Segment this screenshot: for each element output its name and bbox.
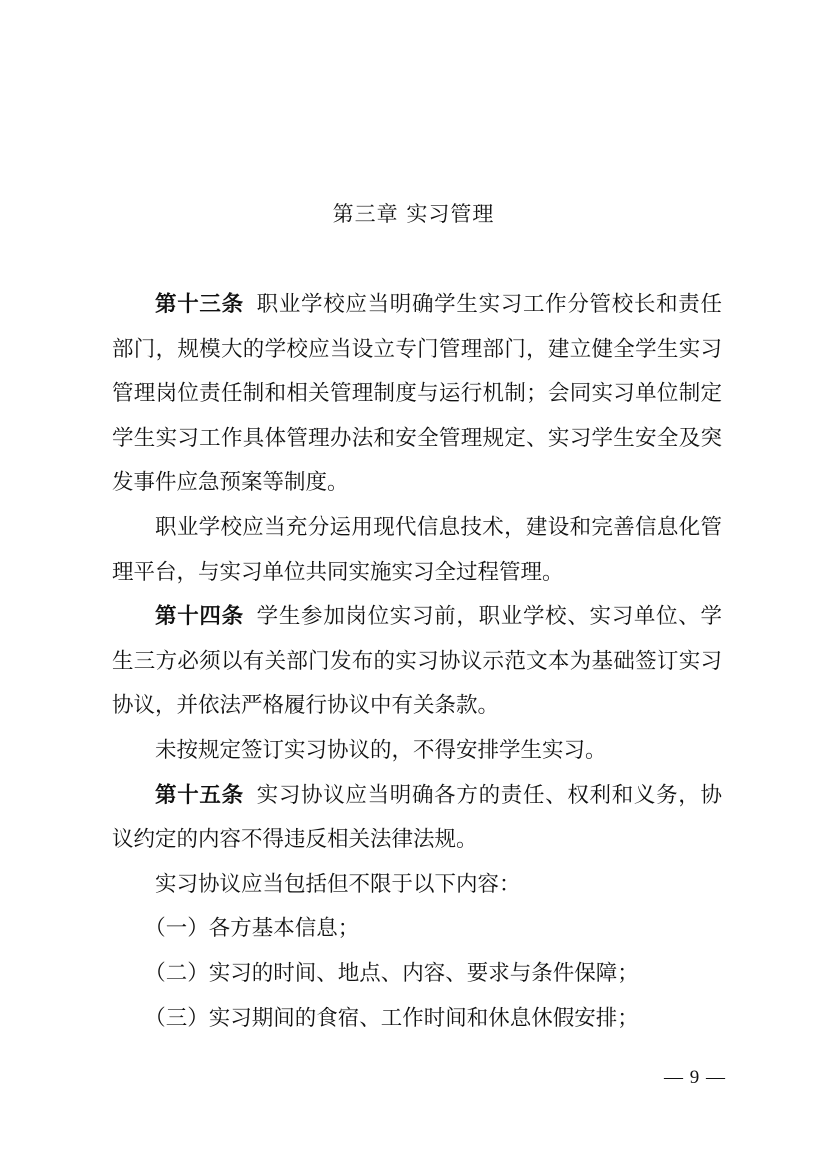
article-14-paragraph-2: 未按规定签订实习协议的，不得安排学生实习。 [155,737,607,763]
article-13-paragraph-1 [112,283,722,506]
article-13-paragraph-2: 职业学校应当充分运用现代信息技术，建设和完善信息化管理平台，与实习单位共同实施实习全过程管理。 [112,514,722,585]
article-15-item-1: （一）各方基本信息； [144,916,360,942]
article-14-paragraph-1 [112,595,722,729]
article-13-label: 第十三条 [155,292,244,317]
article-15-item-3: （三）实习期间的食宿、工作时间和休息休假安排； [144,1005,639,1031]
article-15-text-1: 实习协议应当明确各方的责任、权利和义务，协议约定的内容不得违反相关法律法规。 [112,782,722,853]
article-15-paragraph-1 [112,774,722,863]
article-15-label: 第十五条 [155,782,244,808]
chapter-title: 第三章 实习管理 [332,202,495,226]
article-15-item-2: （二）实习的时间、地点、内容、要求与条件保障； [144,960,639,986]
article-14-text-1: 学生参加岗位实习前，职业学校、实习单位、学生三方必须以有关部门发布的实习协议示范文本为基础签订实习协议，并依法严格履行协议中有关条款。 [112,604,722,719]
document-body [112,283,722,1041]
article-13-text-1: 职业学校应当明确学生实习工作分管校长和责任部门，规模大的学校应当设立专门管理部门，建立健全学生实习管理岗位责任制和相关管理制度与运行机制；会同实习单位制定学生实习工作具体管理办法和安全管理规定、实习学生安全及突发事件应急预案等制度。 [112,292,722,496]
page-number: — 9 — [664,1067,726,1088]
article-14-label: 第十四条 [155,604,244,630]
article-15-paragraph-2: 实习协议应当包括但不限于以下内容： [155,871,521,897]
